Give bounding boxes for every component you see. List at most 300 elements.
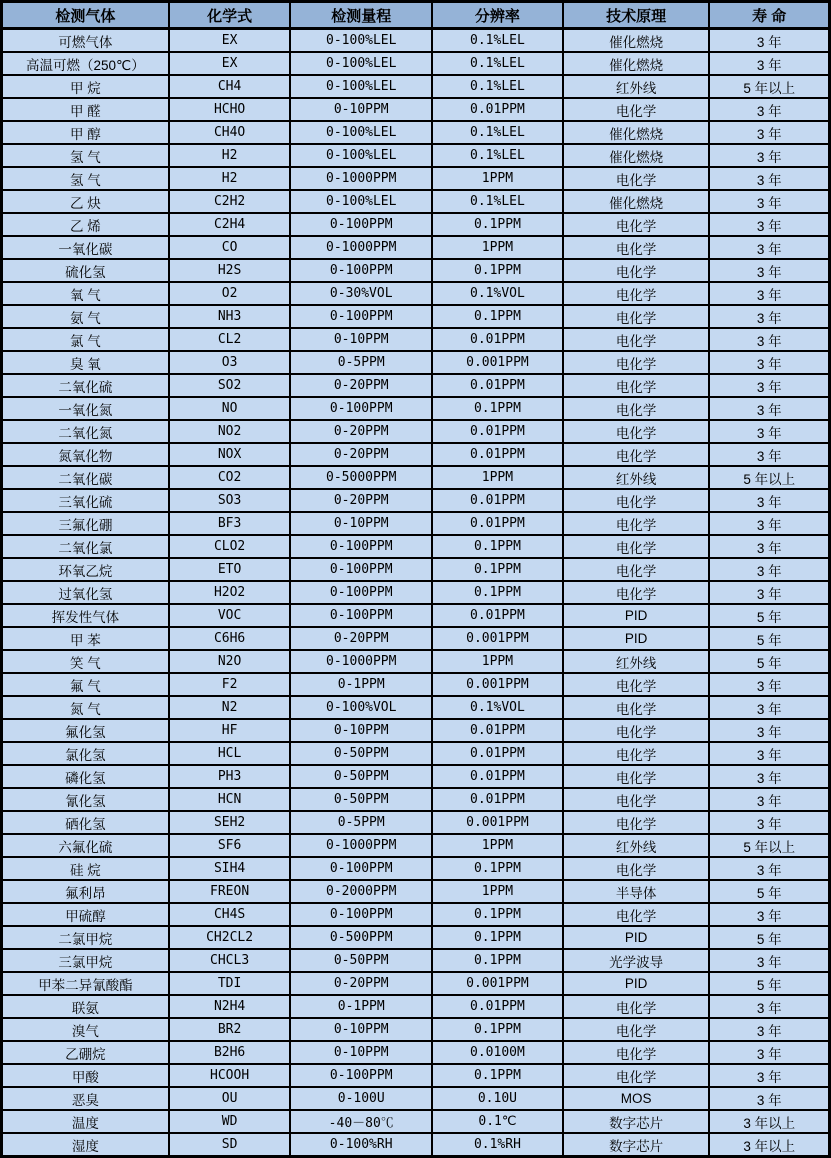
cell-resolution: 0.1PPM (432, 949, 563, 972)
cell-lifespan: 3 年 (709, 121, 829, 144)
cell-technology: 电化学 (563, 1041, 710, 1064)
cell-lifespan: 3 年 (709, 558, 829, 581)
cell-lifespan: 3 年 (709, 1041, 829, 1064)
cell-gas-name: 甲 苯 (2, 627, 169, 650)
cell-technology: 电化学 (563, 420, 710, 443)
cell-chemical-formula: F2 (169, 673, 291, 696)
cell-gas-name: 氟利昂 (2, 880, 169, 903)
cell-detection-range: 0-100%LEL (290, 190, 432, 213)
cell-gas-name: 氢 气 (2, 144, 169, 167)
cell-technology: 电化学 (563, 397, 710, 420)
cell-gas-name: 氟化氢 (2, 719, 169, 742)
table-row (2, 696, 830, 719)
cell-chemical-formula: FREON (169, 880, 291, 903)
cell-lifespan: 3 年 (709, 305, 829, 328)
cell-technology: 电化学 (563, 857, 710, 880)
column-header-resolution: 分辨率 (432, 2, 563, 29)
cell-lifespan: 3 年 (709, 167, 829, 190)
cell-technology: 电化学 (563, 788, 710, 811)
cell-lifespan: 3 年 (709, 995, 829, 1018)
cell-lifespan: 3 年以上 (709, 1110, 829, 1133)
cell-gas-name: 氯化氢 (2, 742, 169, 765)
table-row (2, 926, 830, 949)
cell-lifespan: 3 年 (709, 489, 829, 512)
cell-chemical-formula: H2S (169, 259, 291, 282)
cell-lifespan: 3 年 (709, 949, 829, 972)
table-row (2, 213, 830, 236)
cell-resolution: 0.1PPM (432, 397, 563, 420)
cell-technology: 电化学 (563, 328, 710, 351)
cell-detection-range: 0-100PPM (290, 535, 432, 558)
cell-chemical-formula: HCHO (169, 98, 291, 121)
table-row (2, 880, 830, 903)
table-row (2, 351, 830, 374)
cell-gas-name: 甲苯二异氰酸酯 (2, 972, 169, 995)
table-row (2, 282, 830, 305)
cell-detection-range: 0-100%RH (290, 1133, 432, 1157)
cell-chemical-formula: SO3 (169, 489, 291, 512)
table-row (2, 167, 830, 190)
cell-lifespan: 3 年 (709, 443, 829, 466)
cell-lifespan: 3 年 (709, 98, 829, 121)
table-row (2, 1041, 830, 1064)
cell-lifespan: 5 年 (709, 627, 829, 650)
cell-gas-name: 甲 醇 (2, 121, 169, 144)
table-header (2, 2, 830, 29)
cell-detection-range: 0-1000PPM (290, 236, 432, 259)
cell-gas-name: 三氟化硼 (2, 512, 169, 535)
cell-technology: 电化学 (563, 673, 710, 696)
cell-chemical-formula: SD (169, 1133, 291, 1157)
table-row (2, 98, 830, 121)
cell-chemical-formula: C6H6 (169, 627, 291, 650)
cell-resolution: 0.1PPM (432, 581, 563, 604)
table-row (2, 489, 830, 512)
cell-detection-range: 0-100PPM (290, 259, 432, 282)
header-row (2, 2, 830, 29)
cell-resolution: 0.1%LEL (432, 75, 563, 98)
table-row (2, 719, 830, 742)
cell-lifespan: 3 年 (709, 52, 829, 75)
cell-chemical-formula: ETO (169, 558, 291, 581)
cell-detection-range: -40－80℃ (290, 1110, 432, 1133)
cell-detection-range: 0-5PPM (290, 351, 432, 374)
cell-gas-name: 二氯甲烷 (2, 926, 169, 949)
cell-chemical-formula: C2H4 (169, 213, 291, 236)
table-row (2, 1087, 830, 1110)
cell-technology: 电化学 (563, 98, 710, 121)
cell-technology: 数字芯片 (563, 1133, 710, 1157)
cell-technology: 电化学 (563, 742, 710, 765)
cell-lifespan: 3 年 (709, 190, 829, 213)
cell-resolution: 0.1PPM (432, 558, 563, 581)
table-row (2, 1133, 830, 1157)
cell-resolution: 0.001PPM (432, 673, 563, 696)
cell-resolution: 0.01PPM (432, 328, 563, 351)
cell-resolution: 1PPM (432, 167, 563, 190)
cell-technology: PID (563, 627, 710, 650)
cell-detection-range: 0-50PPM (290, 742, 432, 765)
cell-technology: 电化学 (563, 512, 710, 535)
cell-detection-range: 0-1PPM (290, 673, 432, 696)
table-row (2, 834, 830, 857)
table-row (2, 512, 830, 535)
cell-gas-name: 一氧化碳 (2, 236, 169, 259)
cell-gas-name: 乙 炔 (2, 190, 169, 213)
cell-lifespan: 3 年 (709, 351, 829, 374)
cell-resolution: 0.01PPM (432, 98, 563, 121)
table-row (2, 75, 830, 98)
cell-chemical-formula: CO2 (169, 466, 291, 489)
cell-gas-name: 湿度 (2, 1133, 169, 1157)
cell-technology: 电化学 (563, 374, 710, 397)
cell-detection-range: 0-50PPM (290, 949, 432, 972)
cell-detection-range: 0-500PPM (290, 926, 432, 949)
cell-chemical-formula: WD (169, 1110, 291, 1133)
cell-chemical-formula: CH4O (169, 121, 291, 144)
cell-resolution: 0.01PPM (432, 512, 563, 535)
cell-resolution: 0.01PPM (432, 765, 563, 788)
table-row (2, 650, 830, 673)
cell-gas-name: 高温可燃（250℃） (2, 52, 169, 75)
cell-technology: 催化燃烧 (563, 52, 710, 75)
cell-chemical-formula: BR2 (169, 1018, 291, 1041)
cell-gas-name: 甲 醛 (2, 98, 169, 121)
cell-gas-name: 过氧化氢 (2, 581, 169, 604)
cell-chemical-formula: NO2 (169, 420, 291, 443)
cell-lifespan: 3 年 (709, 765, 829, 788)
cell-resolution: 0.0100M (432, 1041, 563, 1064)
cell-resolution: 0.01PPM (432, 742, 563, 765)
cell-technology: 电化学 (563, 351, 710, 374)
cell-technology: 催化燃烧 (563, 29, 710, 53)
cell-chemical-formula: CLO2 (169, 535, 291, 558)
cell-chemical-formula: O2 (169, 282, 291, 305)
cell-resolution: 0.01PPM (432, 604, 563, 627)
cell-lifespan: 3 年 (709, 213, 829, 236)
cell-lifespan: 3 年 (709, 903, 829, 926)
cell-technology: 电化学 (563, 305, 710, 328)
table-row (2, 558, 830, 581)
cell-detection-range: 0-10PPM (290, 1018, 432, 1041)
cell-technology: 催化燃烧 (563, 144, 710, 167)
cell-technology: 催化燃烧 (563, 190, 710, 213)
cell-resolution: 0.001PPM (432, 351, 563, 374)
cell-detection-range: 0-1PPM (290, 995, 432, 1018)
cell-chemical-formula: CHCL3 (169, 949, 291, 972)
cell-lifespan: 3 年 (709, 1018, 829, 1041)
cell-chemical-formula: NO (169, 397, 291, 420)
cell-detection-range: 0-100PPM (290, 213, 432, 236)
table-row (2, 259, 830, 282)
cell-lifespan: 3 年 (709, 673, 829, 696)
cell-technology: 电化学 (563, 213, 710, 236)
cell-lifespan: 3 年 (709, 696, 829, 719)
cell-detection-range: 0-100%LEL (290, 29, 432, 53)
cell-resolution: 0.1PPM (432, 213, 563, 236)
table-row (2, 811, 830, 834)
cell-detection-range: 0-10PPM (290, 1041, 432, 1064)
cell-technology: 电化学 (563, 282, 710, 305)
cell-gas-name: 氮 气 (2, 696, 169, 719)
cell-technology: 电化学 (563, 535, 710, 558)
table-row (2, 1110, 830, 1133)
cell-detection-range: 0-20PPM (290, 443, 432, 466)
cell-gas-name: 联氨 (2, 995, 169, 1018)
cell-detection-range: 0-20PPM (290, 420, 432, 443)
cell-lifespan: 3 年 (709, 512, 829, 535)
cell-detection-range: 0-100PPM (290, 581, 432, 604)
cell-lifespan: 3 年 (709, 535, 829, 558)
cell-detection-range: 0-100PPM (290, 903, 432, 926)
cell-gas-name: 二氧化硫 (2, 374, 169, 397)
cell-chemical-formula: HCN (169, 788, 291, 811)
cell-lifespan: 3 年 (709, 857, 829, 880)
cell-technology: 电化学 (563, 167, 710, 190)
cell-detection-range: 0-100%LEL (290, 52, 432, 75)
cell-lifespan: 5 年 (709, 880, 829, 903)
cell-chemical-formula: HF (169, 719, 291, 742)
cell-chemical-formula: N2 (169, 696, 291, 719)
cell-lifespan: 3 年 (709, 328, 829, 351)
cell-lifespan: 3 年 (709, 29, 829, 53)
cell-technology: 电化学 (563, 696, 710, 719)
cell-chemical-formula: EX (169, 29, 291, 53)
cell-gas-name: 环氧乙烷 (2, 558, 169, 581)
cell-technology: 红外线 (563, 834, 710, 857)
cell-gas-name: 甲酸 (2, 1064, 169, 1087)
cell-detection-range: 0-100%LEL (290, 121, 432, 144)
cell-chemical-formula: CH2CL2 (169, 926, 291, 949)
cell-resolution: 0.1PPM (432, 903, 563, 926)
cell-resolution: 0.1PPM (432, 535, 563, 558)
table-row (2, 742, 830, 765)
cell-resolution: 1PPM (432, 834, 563, 857)
cell-gas-name: 臭 氧 (2, 351, 169, 374)
table-row (2, 1018, 830, 1041)
cell-detection-range: 0-10PPM (290, 512, 432, 535)
cell-chemical-formula: N2O (169, 650, 291, 673)
cell-chemical-formula: HCL (169, 742, 291, 765)
cell-detection-range: 0-100PPM (290, 857, 432, 880)
cell-resolution: 1PPM (432, 236, 563, 259)
cell-gas-name: 氢 气 (2, 167, 169, 190)
cell-resolution: 0.1%LEL (432, 190, 563, 213)
table-row (2, 305, 830, 328)
cell-lifespan: 3 年 (709, 719, 829, 742)
cell-resolution: 0.01PPM (432, 788, 563, 811)
cell-resolution: 0.1PPM (432, 305, 563, 328)
cell-technology: PID (563, 972, 710, 995)
cell-lifespan: 3 年 (709, 581, 829, 604)
cell-lifespan: 3 年 (709, 811, 829, 834)
cell-detection-range: 0-1000PPM (290, 167, 432, 190)
table-row (2, 903, 830, 926)
cell-detection-range: 0-100%LEL (290, 144, 432, 167)
cell-lifespan: 5 年以上 (709, 834, 829, 857)
cell-chemical-formula: NH3 (169, 305, 291, 328)
cell-resolution: 0.01PPM (432, 420, 563, 443)
cell-gas-name: 氯 气 (2, 328, 169, 351)
cell-technology: 电化学 (563, 236, 710, 259)
cell-resolution: 0.1℃ (432, 1110, 563, 1133)
cell-detection-range: 0-10PPM (290, 328, 432, 351)
cell-lifespan: 3 年 (709, 259, 829, 282)
cell-resolution: 1PPM (432, 466, 563, 489)
table-row (2, 443, 830, 466)
cell-lifespan: 3 年 (709, 397, 829, 420)
table-row (2, 995, 830, 1018)
cell-technology: 电化学 (563, 1018, 710, 1041)
cell-chemical-formula: VOC (169, 604, 291, 627)
cell-chemical-formula: H2O2 (169, 581, 291, 604)
cell-technology: 电化学 (563, 811, 710, 834)
cell-gas-name: 甲硫醇 (2, 903, 169, 926)
cell-chemical-formula: CL2 (169, 328, 291, 351)
cell-resolution: 0.01PPM (432, 719, 563, 742)
cell-lifespan: 3 年以上 (709, 1133, 829, 1157)
table-row (2, 857, 830, 880)
cell-gas-name: 氮氧化物 (2, 443, 169, 466)
table-row (2, 466, 830, 489)
cell-technology: 光学波导 (563, 949, 710, 972)
cell-gas-name: 乙硼烷 (2, 1041, 169, 1064)
cell-gas-name: 甲 烷 (2, 75, 169, 98)
cell-gas-name: 挥发性气体 (2, 604, 169, 627)
cell-lifespan: 5 年 (709, 604, 829, 627)
cell-chemical-formula: PH3 (169, 765, 291, 788)
table-row (2, 673, 830, 696)
cell-chemical-formula: B2H6 (169, 1041, 291, 1064)
cell-detection-range: 0-5000PPM (290, 466, 432, 489)
cell-technology: 电化学 (563, 1064, 710, 1087)
cell-chemical-formula: H2 (169, 144, 291, 167)
table-row (2, 190, 830, 213)
cell-technology: 电化学 (563, 765, 710, 788)
cell-lifespan: 5 年以上 (709, 75, 829, 98)
cell-chemical-formula: SF6 (169, 834, 291, 857)
cell-lifespan: 5 年 (709, 650, 829, 673)
cell-chemical-formula: SEH2 (169, 811, 291, 834)
cell-chemical-formula: CH4S (169, 903, 291, 926)
cell-gas-name: 乙 烯 (2, 213, 169, 236)
cell-chemical-formula: OU (169, 1087, 291, 1110)
cell-chemical-formula: TDI (169, 972, 291, 995)
cell-gas-name: 氧 气 (2, 282, 169, 305)
table-row (2, 328, 830, 351)
cell-resolution: 0.1PPM (432, 857, 563, 880)
cell-technology: 电化学 (563, 903, 710, 926)
cell-lifespan: 3 年 (709, 420, 829, 443)
cell-technology: 红外线 (563, 650, 710, 673)
cell-lifespan: 3 年 (709, 236, 829, 259)
cell-resolution: 0.01PPM (432, 374, 563, 397)
cell-chemical-formula: EX (169, 52, 291, 75)
cell-resolution: 0.1PPM (432, 926, 563, 949)
cell-gas-name: 三氧化硫 (2, 489, 169, 512)
cell-resolution: 0.001PPM (432, 627, 563, 650)
cell-lifespan: 5 年 (709, 926, 829, 949)
cell-chemical-formula: HCOOH (169, 1064, 291, 1087)
cell-detection-range: 0-100PPM (290, 1064, 432, 1087)
cell-detection-range: 0-100PPM (290, 558, 432, 581)
cell-technology: 电化学 (563, 719, 710, 742)
cell-chemical-formula: O3 (169, 351, 291, 374)
cell-detection-range: 0-20PPM (290, 489, 432, 512)
table-row (2, 535, 830, 558)
cell-detection-range: 0-50PPM (290, 765, 432, 788)
cell-detection-range: 0-10PPM (290, 98, 432, 121)
cell-technology: PID (563, 604, 710, 627)
cell-lifespan: 3 年 (709, 1064, 829, 1087)
table-row (2, 144, 830, 167)
cell-resolution: 0.1PPM (432, 1064, 563, 1087)
cell-detection-range: 0-30%VOL (290, 282, 432, 305)
cell-detection-range: 0-100PPM (290, 604, 432, 627)
cell-gas-name: 二氧化氯 (2, 535, 169, 558)
cell-chemical-formula: C2H2 (169, 190, 291, 213)
table-row (2, 788, 830, 811)
cell-resolution: 0.001PPM (432, 972, 563, 995)
cell-lifespan: 3 年 (709, 374, 829, 397)
column-header-lifespan: 寿 命 (709, 2, 829, 29)
cell-technology: 电化学 (563, 995, 710, 1018)
cell-lifespan: 3 年 (709, 788, 829, 811)
cell-resolution: 0.1%LEL (432, 29, 563, 53)
cell-chemical-formula: NOX (169, 443, 291, 466)
cell-resolution: 0.1%VOL (432, 282, 563, 305)
cell-resolution: 1PPM (432, 650, 563, 673)
cell-resolution: 0.1%LEL (432, 52, 563, 75)
cell-gas-name: 六氟化硫 (2, 834, 169, 857)
cell-gas-name: 硒化氢 (2, 811, 169, 834)
cell-technology: 红外线 (563, 75, 710, 98)
cell-lifespan: 3 年 (709, 742, 829, 765)
cell-technology: 电化学 (563, 489, 710, 512)
table-row (2, 52, 830, 75)
cell-detection-range: 0-50PPM (290, 788, 432, 811)
table-row (2, 420, 830, 443)
cell-gas-name: 硅 烷 (2, 857, 169, 880)
cell-technology: 半导体 (563, 880, 710, 903)
cell-resolution: 0.1PPM (432, 1018, 563, 1041)
cell-lifespan: 3 年 (709, 1087, 829, 1110)
cell-detection-range: 0-20PPM (290, 972, 432, 995)
cell-lifespan: 3 年 (709, 282, 829, 305)
cell-gas-name: 三氯甲烷 (2, 949, 169, 972)
cell-chemical-formula: H2 (169, 167, 291, 190)
column-header-detection-range: 检测量程 (290, 2, 432, 29)
cell-chemical-formula: N2H4 (169, 995, 291, 1018)
cell-detection-range: 0-1000PPM (290, 650, 432, 673)
cell-chemical-formula: SIH4 (169, 857, 291, 880)
cell-resolution: 0.01PPM (432, 489, 563, 512)
table-row (2, 581, 830, 604)
cell-technology: 电化学 (563, 558, 710, 581)
cell-gas-name: 溴气 (2, 1018, 169, 1041)
cell-resolution: 0.10U (432, 1087, 563, 1110)
cell-resolution: 1PPM (432, 880, 563, 903)
table-row (2, 236, 830, 259)
cell-technology: 数字芯片 (563, 1110, 710, 1133)
cell-detection-range: 0-1000PPM (290, 834, 432, 857)
cell-technology: 红外线 (563, 466, 710, 489)
cell-technology: MOS (563, 1087, 710, 1110)
table-row (2, 1064, 830, 1087)
cell-resolution: 0.1%VOL (432, 696, 563, 719)
cell-gas-name: 温度 (2, 1110, 169, 1133)
column-header-gas-name: 检测气体 (2, 2, 169, 29)
